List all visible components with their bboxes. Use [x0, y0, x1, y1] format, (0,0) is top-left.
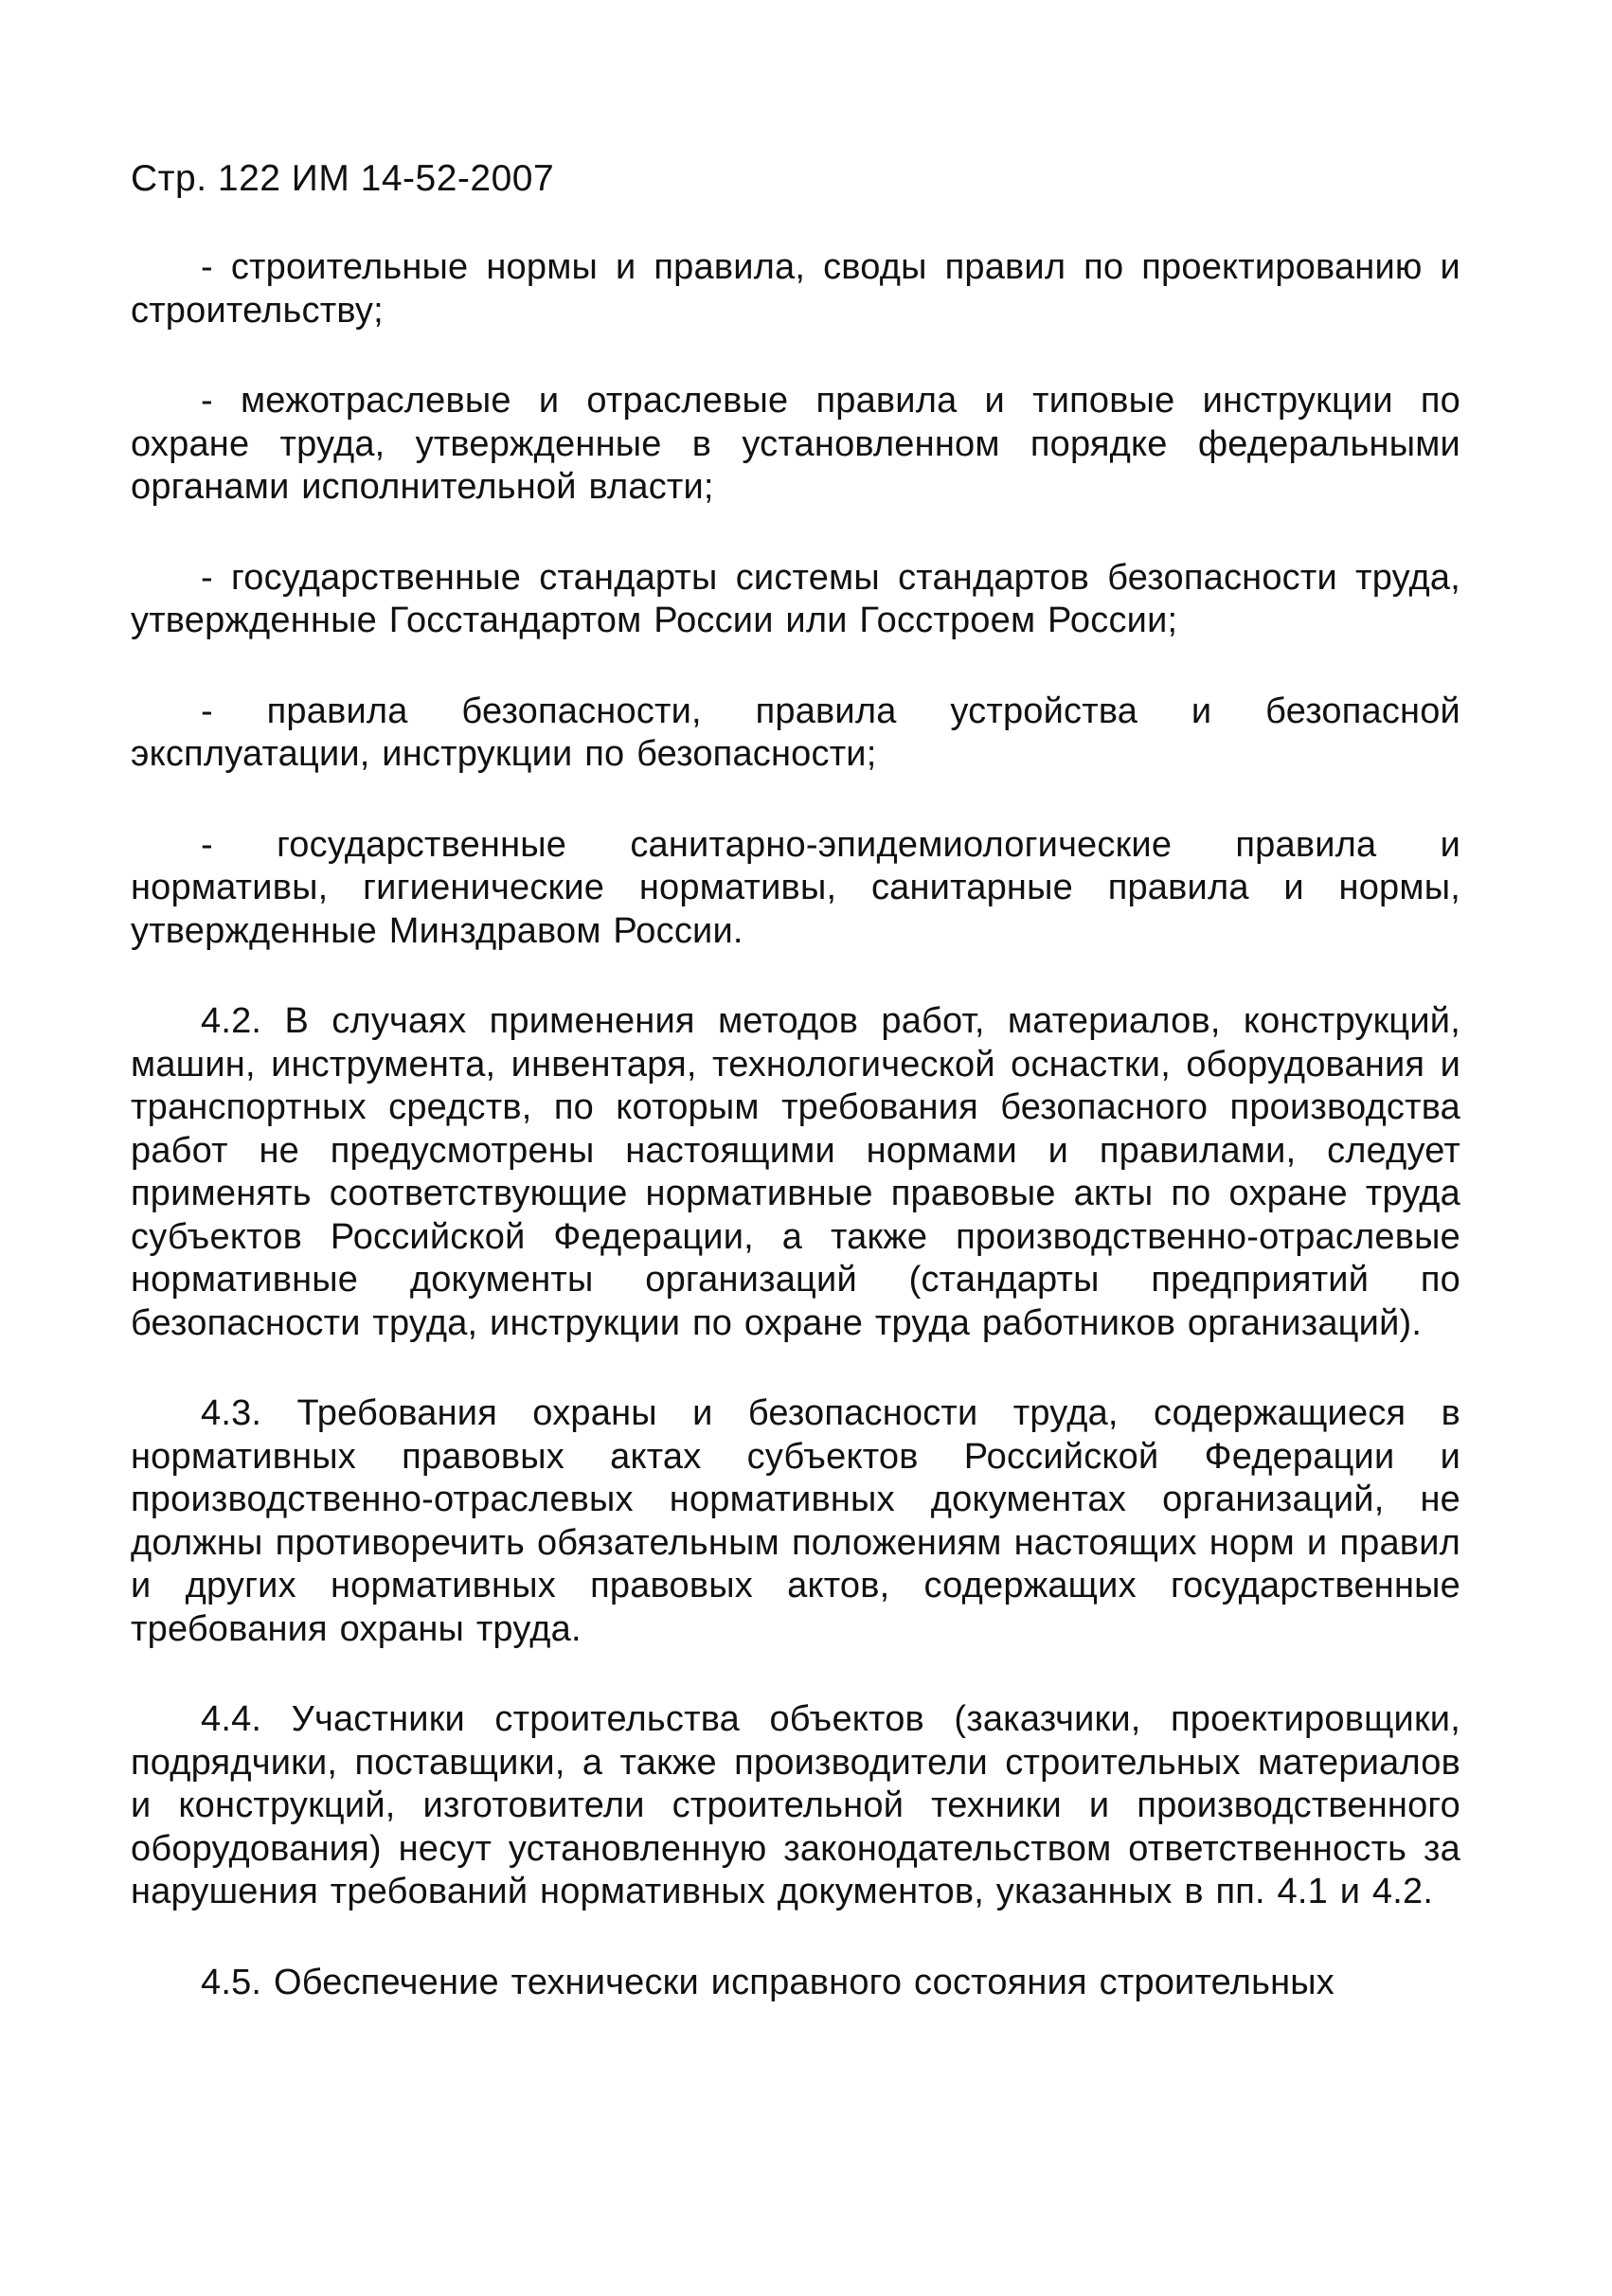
paragraph-4-4: 4.4. Участники строительства объектов (заказчики, проектировщики, подрядчики, поставщики, а также производители строительных материалов и конструкций, изготовители строительной техники и производственного оборудования) несут установленную законодательством ответственность за нарушения требований нормативных документов, указанных в пп. 4.1 и 4.2.: [131, 1699, 1460, 1911]
paragraph-4-2: 4.2. В случаях применения методов работ, материалов, конструкций, машин, инструмента, инвентаря, технологической оснастки, оборудования и транспортных средств, по которым требования безопасного производства работ не предусмотрены настоящими нормами и правилами, следует применять соответствующие нормативные правовые акты по охране труда субъектов Российской Федерации, а также производственно-отраслевые нормативные документы организаций (стандарты предприятий по безопасности труда, инструкции по охране труда работников организаций).: [131, 1001, 1460, 1343]
paragraph-4-5: 4.5. Обеспечение технически исправного состояния строительных: [201, 1962, 1334, 2002]
paragraph-labor-safety-rules: - межотраслевые и отраслевые правила и типовые инструкции по охране труда, утвержденные в установленном порядке федеральными органами исполнительной власти;: [131, 381, 1460, 507]
paragraph-building-norms: - строительные нормы и правила, своды правил по проектированию и строительству;: [131, 247, 1460, 331]
page-header: Стр. 122 ИМ 14-52-2007: [131, 158, 555, 199]
document-body: [131, 246, 1460, 2004]
paragraph-4-3: 4.3. Требования охраны и безопасности труда, содержащиеся в нормативных правовых актах субъектов Российской Федерации и производственно-отраслевых нормативных документах организаций, не должны противоречить обязательным положениям настоящих норм и правил и других нормативных правовых актов, содержащих государственные требования охраны труда.: [131, 1393, 1460, 1649]
paragraph-sanitary-rules: - государственные санитарно-эпидемиологические правила и нормативы, гигиенические нормативы, санитарные правила и нормы, утвержденные Минздравом России.: [131, 824, 1460, 951]
paragraph-state-standards: - государственные стандарты системы стандартов безопасности труда, утвержденные Госстандартом России или Госстроем России;: [131, 557, 1460, 640]
paragraph-safety-rules: - правила безопасности, правила устройства и безопасной эксплуатации, инструкции по безопасности;: [131, 691, 1460, 774]
